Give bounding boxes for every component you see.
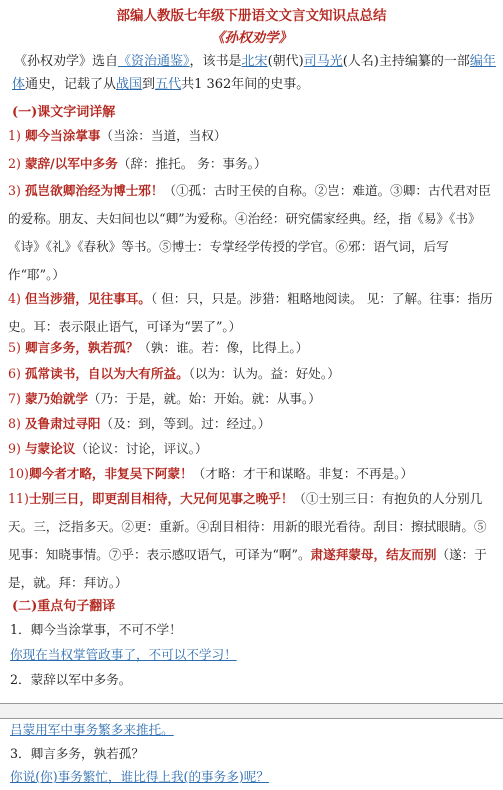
sentence-source: 3．卿言多务，孰若孤？ — [10, 746, 144, 761]
document-subtitle: 《孙权劝学》 — [211, 30, 292, 46]
vocab-item: 2) 蒙辞/以军中多务（辞：推托。 务：事务。） — [8, 156, 267, 171]
link-start[interactable]: 战国 — [116, 77, 143, 92]
page-break-gap — [0, 704, 503, 718]
vocab-item: 10)卿今者才略，非复吴下阿蒙！（才略：才干和谋略。非复：不再是。） — [8, 466, 414, 481]
vocab-item: 4) 但当涉猎，见往事耳。（ 但：只，只是。涉猎：粗略地阅读。 见：了解。往事：指历史。耳：表示限止语气，可译为“罢了”。） — [8, 291, 493, 334]
vocab-item: 9) 与蒙论议（论议：讨论，评议。） — [8, 441, 208, 456]
vocab-item: 11)士别三日，即更刮目相待，大兄何见事之晚乎！（①士别三日：有抱负的人分别几天。三，泛指多天。②更：重新。④刮目相待：用新的眼光看待。刮目：擦拭眼睛。⑤见事：知晓事情。⑦乎：表示感叹语气，可译为“啊”。肃遂拜蒙母，结友而别（遂：于是，就。拜：拜访。） — [8, 491, 487, 590]
sentence-translation: 吕蒙用军中事务繁多来推托。 — [10, 722, 174, 737]
link-book[interactable]: 《资治通鉴》 — [118, 54, 190, 69]
link-author[interactable]: 司马光 — [303, 54, 343, 69]
vocab-item: 1) 卿今当涂掌事（当涂：当道，当权） — [8, 128, 227, 143]
intro-paragraph: 《孙权劝学》选自《资治通鉴》，该书是北宋(朝代)司马光(人名)主持编纂的一部编年体通史，记载了从战国到五代共1 362年间的史事。 — [12, 54, 496, 92]
sentence-source: 2．蒙辞以军中多务。 — [10, 672, 132, 687]
document-title: 部编人教版七年级下册语文文言文知识点总结 — [116, 8, 387, 24]
link-end[interactable]: 五代 — [155, 77, 182, 92]
link-dynasty[interactable]: 北宋 — [241, 54, 268, 69]
sentence-translation: 你说(你)事务繁忙，谁比得上我(的事务多)呢？ — [10, 769, 269, 784]
section-heading-translation: (二)重点句子翻译 — [12, 599, 116, 614]
vocab-item: 6) 孤常读书，自以为大有所益。（以为：认为。益：好处。） — [8, 366, 340, 381]
vocab-item: 3) 孤岂欲卿治经为博士邪！（①孤：古时王侯的自称。②岂：难道。③卿：古代君对臣的爱称。朋友、夫妇间也以“卿”为爱称。④治经：研究儒家经典。经，指《易》《书》《诗》《礼》《春秋》等书。⑤博士：专掌经学传授的学官。⑥邪：语气词，后写作“耶”。） — [8, 183, 491, 282]
vocab-item: 8) 及鲁肃过寻阳（及：到，等到。过：经过。） — [8, 416, 271, 431]
vocab-item: 5) 卿言多务，孰若孤？（孰：谁。若：像，比得上。） — [8, 340, 309, 355]
section-heading-vocab: (一)课文字词详解 — [12, 105, 116, 120]
sentence-translation: 你现在当权掌管政事了，不可以不学习！ — [10, 647, 237, 662]
link-genre[interactable]: 编年体 — [12, 54, 496, 92]
vocab-item: 7) 蒙乃始就学（乃：于是，就。始：开始。就：从事。） — [8, 391, 321, 406]
sentence-source: 1．卿今当涂掌事，不可不学！ — [10, 622, 182, 637]
